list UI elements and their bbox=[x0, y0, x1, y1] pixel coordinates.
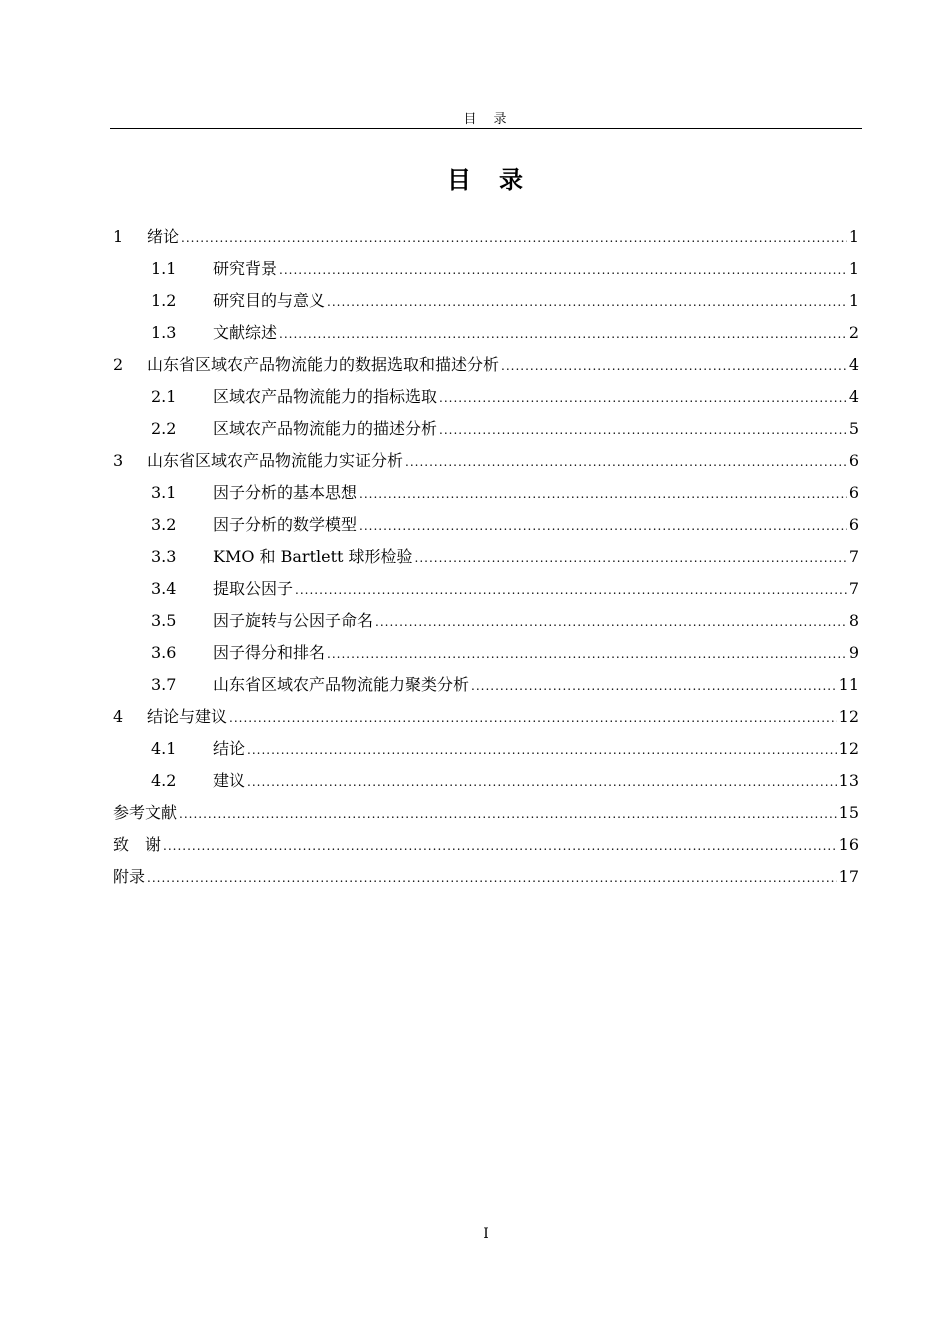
toc-entry-page: 6 bbox=[848, 483, 859, 502]
toc-dot-leader bbox=[295, 574, 847, 606]
toc-dot-leader bbox=[179, 798, 837, 830]
toc-dot-leader bbox=[415, 542, 847, 574]
toc-entry-label: 参考文献 bbox=[113, 803, 178, 822]
toc-dot-leader bbox=[181, 222, 847, 254]
toc-entry[interactable] bbox=[113, 381, 859, 413]
toc-entry-number: 3.6 bbox=[151, 643, 177, 662]
toc-entry[interactable] bbox=[113, 861, 859, 893]
toc-entry-page: 5 bbox=[848, 419, 859, 438]
toc-entry-label: 结论与建议 bbox=[147, 707, 228, 726]
toc-entry-label: 山东省区域农产品物流能力实证分析 bbox=[147, 451, 404, 470]
toc-dot-leader bbox=[471, 670, 837, 702]
toc-entry-page: 13 bbox=[838, 771, 859, 790]
toc-entry-number: 2.2 bbox=[151, 419, 177, 438]
toc-entry-number: 4.1 bbox=[151, 739, 177, 758]
toc-entry[interactable] bbox=[113, 765, 859, 797]
toc-entry-page: 11 bbox=[838, 675, 859, 694]
toc-entry-label: 山东省区域农产品物流能力聚类分析 bbox=[213, 675, 470, 694]
toc-entry[interactable] bbox=[113, 317, 859, 349]
toc-entry[interactable] bbox=[113, 701, 859, 733]
toc-entry[interactable] bbox=[113, 797, 859, 829]
toc-entry-number: 4.2 bbox=[151, 771, 177, 790]
toc-entry[interactable] bbox=[113, 637, 859, 669]
toc-entry[interactable] bbox=[113, 253, 859, 285]
toc-entry-page: 16 bbox=[838, 835, 859, 854]
toc-entry[interactable] bbox=[113, 349, 859, 381]
toc-dot-leader bbox=[439, 382, 847, 414]
page-number: I bbox=[483, 1226, 489, 1242]
toc-dot-leader bbox=[279, 318, 847, 350]
running-header: 目 录 bbox=[463, 112, 509, 127]
toc-entry[interactable] bbox=[113, 413, 859, 445]
toc-entry-number: 1.1 bbox=[151, 259, 177, 278]
toc-entry-page: 4 bbox=[848, 387, 859, 406]
toc-entry-label: 因子分析的基本思想 bbox=[213, 483, 358, 502]
toc-dot-leader bbox=[247, 734, 837, 766]
toc-entry[interactable] bbox=[113, 733, 859, 765]
toc-entry-label: 区域农产品物流能力的描述分析 bbox=[213, 419, 438, 438]
toc-entry-page: 6 bbox=[848, 451, 859, 470]
toc-dot-leader bbox=[359, 478, 847, 510]
toc-dot-leader bbox=[327, 638, 847, 670]
toc-dot-leader bbox=[247, 766, 837, 798]
toc-entry-label: 绪论 bbox=[147, 227, 180, 246]
toc-entry-page: 17 bbox=[838, 867, 859, 886]
toc-entry-page: 1 bbox=[848, 291, 859, 310]
toc-entry-label: KMO 和 Bartlett 球形检验 bbox=[213, 547, 413, 566]
toc-entry-label: 研究目的与意义 bbox=[213, 291, 326, 310]
toc-entry-page: 15 bbox=[838, 803, 859, 822]
toc-entry[interactable] bbox=[113, 477, 859, 509]
toc-entry-label: 因子旋转与公因子命名 bbox=[213, 611, 374, 630]
toc-dot-leader bbox=[375, 606, 847, 638]
table-of-contents bbox=[113, 221, 859, 893]
toc-entry-number: 3.5 bbox=[151, 611, 177, 630]
toc-entry-page: 9 bbox=[848, 643, 859, 662]
toc-entry[interactable] bbox=[113, 509, 859, 541]
toc-entry-page: 1 bbox=[848, 227, 859, 246]
toc-dot-leader bbox=[327, 286, 847, 318]
toc-entry-number: 1.3 bbox=[151, 323, 177, 342]
toc-entry-label: 致 谢 bbox=[113, 835, 162, 854]
toc-entry-label: 提取公因子 bbox=[213, 579, 294, 598]
header-rule bbox=[110, 128, 862, 129]
toc-entry-number: 1 bbox=[113, 227, 124, 246]
toc-entry-page: 7 bbox=[848, 579, 859, 598]
toc-entry-number: 2 bbox=[113, 355, 124, 374]
toc-entry[interactable] bbox=[113, 669, 859, 701]
toc-dot-leader bbox=[501, 350, 847, 382]
toc-entry[interactable] bbox=[113, 605, 859, 637]
toc-dot-leader bbox=[229, 702, 837, 734]
toc-entry-number: 3.4 bbox=[151, 579, 177, 598]
toc-entry-page: 12 bbox=[838, 707, 859, 726]
toc-entry-page: 6 bbox=[848, 515, 859, 534]
toc-entry-page: 4 bbox=[848, 355, 859, 374]
toc-entry[interactable] bbox=[113, 445, 859, 477]
toc-entry-page: 12 bbox=[838, 739, 859, 758]
toc-entry[interactable] bbox=[113, 541, 859, 573]
toc-entry-number: 3.2 bbox=[151, 515, 177, 534]
toc-entry[interactable] bbox=[113, 221, 859, 253]
toc-entry-number: 3.7 bbox=[151, 675, 177, 694]
toc-entry[interactable] bbox=[113, 829, 859, 861]
toc-dot-leader bbox=[439, 414, 847, 446]
toc-entry-label: 因子得分和排名 bbox=[213, 643, 326, 662]
toc-entry-page: 2 bbox=[848, 323, 859, 342]
toc-entry-number: 3.1 bbox=[151, 483, 177, 502]
toc-entry-label: 区域农产品物流能力的指标选取 bbox=[213, 387, 438, 406]
toc-entry-label: 附录 bbox=[113, 867, 146, 886]
toc-entry[interactable] bbox=[113, 573, 859, 605]
toc-entry-label: 山东省区域农产品物流能力的数据选取和描述分析 bbox=[147, 355, 500, 374]
toc-entry-page: 1 bbox=[848, 259, 859, 278]
toc-dot-leader bbox=[147, 862, 837, 894]
toc-entry-number: 4 bbox=[113, 707, 124, 726]
toc-entry-page: 8 bbox=[848, 611, 859, 630]
toc-entry-page: 7 bbox=[848, 547, 859, 566]
toc-dot-leader bbox=[163, 830, 837, 862]
toc-entry-number: 1.2 bbox=[151, 291, 177, 310]
toc-dot-leader bbox=[405, 446, 847, 478]
toc-entry-label: 结论 bbox=[213, 739, 246, 758]
toc-entry-label: 建议 bbox=[213, 771, 246, 790]
toc-entry-number: 3.3 bbox=[151, 547, 177, 566]
toc-dot-leader bbox=[359, 510, 847, 542]
toc-dot-leader bbox=[279, 254, 847, 286]
toc-entry[interactable] bbox=[113, 285, 859, 317]
toc-entry-label: 因子分析的数学模型 bbox=[213, 515, 358, 534]
toc-entry-label: 研究背景 bbox=[213, 259, 278, 278]
toc-entry-number: 3 bbox=[113, 451, 124, 470]
toc-entry-number: 2.1 bbox=[151, 387, 177, 406]
page-title: 目 录 bbox=[447, 166, 525, 194]
toc-entry-label: 文献综述 bbox=[213, 323, 278, 342]
